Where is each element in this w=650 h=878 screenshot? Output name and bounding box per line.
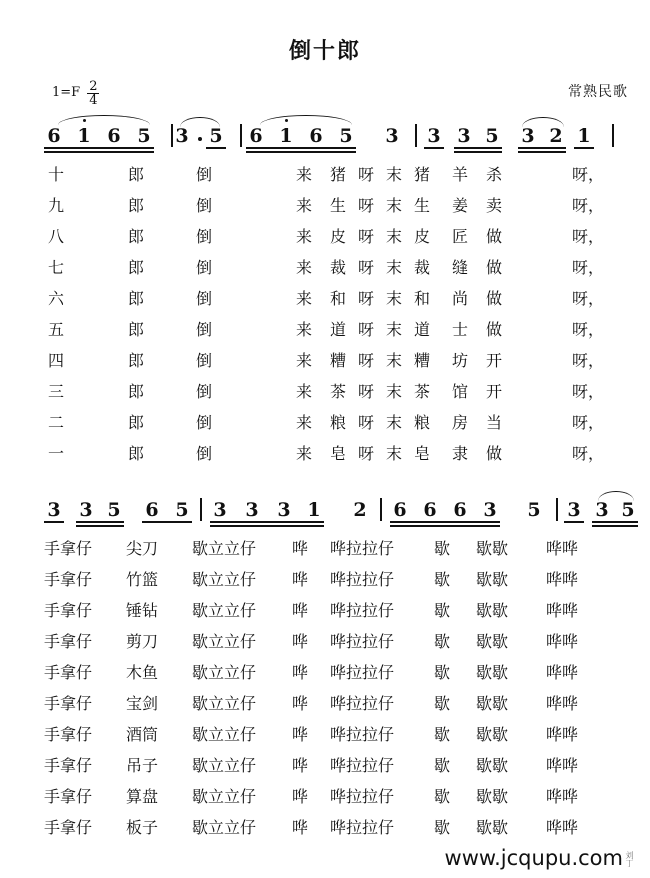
lyric-syllable: 倒	[196, 382, 213, 401]
lyric-syllable: 裁	[330, 258, 347, 277]
lyric-syllable: 歇歇	[476, 663, 509, 682]
meter-denominator: 4	[89, 93, 98, 109]
lyric-syllable: 歇歇	[476, 632, 509, 651]
lyric-syllable: 哗拉拉仔	[330, 663, 395, 682]
lyric-syllable: 手拿仔	[44, 601, 93, 620]
note-2: 2	[353, 499, 367, 521]
lyric-syllable: 末	[386, 258, 403, 277]
lyric-syllable: 郎	[128, 351, 145, 370]
note-1: 1	[277, 125, 295, 147]
lyric-syllable: 哗哗	[546, 663, 579, 682]
lyric-syllable: 七	[48, 258, 65, 277]
beam-line	[390, 521, 500, 523]
lyric-syllable: 末	[386, 227, 403, 246]
lyric-syllable: 杀	[486, 165, 503, 184]
beam-line	[210, 525, 324, 527]
note-1: 1	[307, 499, 321, 521]
lyric-syllable: 茶	[330, 382, 347, 401]
beam-line	[592, 525, 638, 527]
lyric-row	[0, 597, 650, 628]
beam-line	[454, 151, 502, 153]
lyric-syllable: 来	[296, 165, 313, 184]
lyric-syllable: 粮	[414, 413, 431, 432]
lyric-syllable: 尚	[452, 289, 469, 308]
lyric-syllable: 哗	[292, 725, 309, 744]
lyric-syllable: 歇立立仔	[192, 601, 257, 620]
lyric-syllable: 歇	[434, 539, 451, 558]
lyric-syllable: 歇立立仔	[192, 725, 257, 744]
note-3: 3	[213, 499, 227, 521]
lyric-syllable: 哗哗	[546, 756, 579, 775]
beam-line	[574, 147, 594, 149]
lyric-syllable: 倒	[196, 227, 213, 246]
lyric-syllable: 开	[486, 351, 503, 370]
lyric-syllable: 歇立立仔	[192, 787, 257, 806]
note-6: 6	[423, 499, 437, 521]
note-1: 1	[577, 125, 591, 147]
lyric-syllable: 皂	[414, 444, 431, 463]
note-3: 3	[385, 125, 399, 147]
lyric-syllable: 九	[48, 196, 65, 215]
lyric-syllable: 手拿仔	[44, 756, 93, 775]
lyric-syllable: 呀，	[572, 227, 605, 246]
lyric-syllable: 末	[386, 351, 403, 370]
page-title: 倒十郎	[288, 39, 361, 64]
notation-line-2	[0, 499, 650, 533]
lyric-syllable: 歇立立仔	[192, 570, 257, 589]
lyric-syllable: 末	[386, 413, 403, 432]
lyric-syllable: 哗	[292, 601, 309, 620]
lyric-syllable: 来	[296, 382, 313, 401]
lyric-syllable: 羊	[452, 165, 469, 184]
lyric-syllable: 呀	[358, 351, 375, 370]
lyric-syllable: 手拿仔	[44, 570, 93, 589]
lyric-syllable: 来	[296, 320, 313, 339]
lyric-syllable: 歇	[434, 818, 451, 837]
note-3: 3	[245, 499, 259, 521]
lyric-syllable: 郎	[128, 258, 145, 277]
lyric-syllable: 二	[48, 413, 65, 432]
note-5: 5	[137, 125, 151, 147]
note-3: 3	[595, 499, 609, 521]
lyric-syllable: 郎	[128, 196, 145, 215]
lyric-syllable: 歇立立仔	[192, 818, 257, 837]
lyric-syllable: 哗	[292, 694, 309, 713]
note-6: 6	[393, 499, 407, 521]
lyric-syllable: 糟	[414, 351, 431, 370]
beam-line	[44, 151, 154, 153]
lyric-syllable: 缝	[452, 258, 469, 277]
beam-line	[246, 151, 356, 153]
lyric-syllable: 歇	[434, 632, 451, 651]
beam-line	[44, 521, 64, 523]
lyric-syllable: 呀	[358, 165, 375, 184]
key-and-meter	[52, 79, 99, 107]
site-url[interactable]: www.jcqupu.com	[444, 846, 623, 870]
lyric-syllable: 做	[486, 444, 503, 463]
augmentation-dot	[198, 137, 202, 141]
lyric-syllable: 做	[486, 227, 503, 246]
lyric-syllable: 倒	[196, 320, 213, 339]
lyric-syllable: 倒	[196, 196, 213, 215]
lyric-syllable: 来	[296, 196, 313, 215]
lyric-syllable: 哗拉拉仔	[330, 818, 395, 837]
lyric-syllable: 末	[386, 444, 403, 463]
lyric-row	[0, 347, 650, 378]
lyric-row	[0, 752, 650, 783]
lyric-syllable: 呀，	[572, 289, 605, 308]
lyric-syllable: 哗哗	[546, 601, 579, 620]
note-6: 6	[47, 125, 61, 147]
slur-arc	[180, 117, 220, 127]
lyric-syllable: 哗哗	[546, 725, 579, 744]
lyric-row	[0, 285, 650, 316]
watermark-text: 刘丁	[625, 851, 634, 867]
lyric-syllable: 粮	[330, 413, 347, 432]
lyric-syllable: 末	[386, 165, 403, 184]
barline	[380, 498, 382, 521]
lyric-syllable: 茶	[414, 382, 431, 401]
note-3: 3	[47, 499, 61, 521]
notation-line-1	[0, 125, 650, 159]
lyric-syllable: 来	[296, 351, 313, 370]
lyric-syllable: 酒筒	[126, 725, 159, 744]
note-3: 3	[483, 499, 497, 521]
barline	[612, 124, 614, 147]
lyric-syllable: 开	[486, 382, 503, 401]
lyric-syllable: 歇	[434, 663, 451, 682]
lyric-syllable: 哗	[292, 570, 309, 589]
lyric-row	[0, 316, 650, 347]
lyric-row	[0, 440, 650, 471]
lyric-syllable: 呀，	[572, 196, 605, 215]
lyric-syllable: 哗拉拉仔	[330, 725, 395, 744]
lyric-row	[0, 628, 650, 659]
lyric-syllable: 歇歇	[476, 694, 509, 713]
lyric-row	[0, 814, 650, 845]
lyric-syllable: 哗	[292, 539, 309, 558]
lyric-syllable: 板子	[126, 818, 159, 837]
lyric-syllable: 皂	[330, 444, 347, 463]
lyric-syllable: 哗哗	[546, 539, 579, 558]
attribution: 常熟民歌	[568, 84, 628, 100]
lyric-syllable: 锤钻	[126, 601, 159, 620]
lyric-syllable: 手拿仔	[44, 539, 93, 558]
lyric-syllable: 三	[48, 382, 65, 401]
lyric-syllable: 歇立立仔	[192, 539, 257, 558]
lyric-syllable: 手拿仔	[44, 663, 93, 682]
lyric-syllable: 歇	[434, 570, 451, 589]
meter-numerator: 2	[89, 79, 98, 94]
lyric-syllable: 木鱼	[126, 663, 159, 682]
beam-line	[424, 147, 444, 149]
lyric-syllable: 做	[486, 258, 503, 277]
lyric-syllable: 手拿仔	[44, 725, 93, 744]
barline	[556, 498, 558, 521]
lyric-row	[0, 223, 650, 254]
lyric-syllable: 哗	[292, 632, 309, 651]
lyric-syllable: 呀	[358, 413, 375, 432]
barline	[171, 124, 173, 147]
lyric-syllable: 来	[296, 444, 313, 463]
lyric-syllable: 末	[386, 289, 403, 308]
barline	[415, 124, 417, 147]
lyric-syllable: 哗拉拉仔	[330, 601, 395, 620]
lyric-syllable: 歇立立仔	[192, 632, 257, 651]
lyric-syllable: 郎	[128, 444, 145, 463]
note-3: 3	[521, 125, 535, 147]
note-5: 5	[209, 125, 223, 147]
lyric-syllable: 呀，	[572, 165, 605, 184]
lyric-syllable: 歇歇	[476, 756, 509, 775]
lyric-syllable: 馆	[452, 382, 469, 401]
lyric-syllable: 哗	[292, 756, 309, 775]
lyric-syllable: 竹篮	[126, 570, 159, 589]
lyric-syllable: 末	[386, 382, 403, 401]
lyric-syllable: 吊子	[126, 756, 159, 775]
lyric-syllable: 呀，	[572, 320, 605, 339]
beam-line	[564, 521, 584, 523]
lyric-syllable: 隶	[452, 444, 469, 463]
lyric-syllable: 皮	[330, 227, 347, 246]
slur-arc	[522, 117, 564, 127]
lyric-row	[0, 409, 650, 440]
lyric-syllable: 当	[486, 413, 503, 432]
lyric-syllable: 郎	[128, 227, 145, 246]
lyric-row	[0, 566, 650, 597]
barline	[200, 498, 202, 521]
lyric-row	[0, 783, 650, 814]
lyric-syllable: 哗哗	[546, 694, 579, 713]
lyric-syllable: 歇立立仔	[192, 663, 257, 682]
note-6: 6	[145, 499, 159, 521]
lyric-syllable: 歇立立仔	[192, 756, 257, 775]
lyric-syllable: 呀	[358, 227, 375, 246]
lyric-syllable: 歇	[434, 694, 451, 713]
beam-line	[454, 147, 502, 149]
lyric-syllable: 五	[48, 320, 65, 339]
note-1: 1	[75, 125, 93, 147]
lyric-syllable: 郎	[128, 320, 145, 339]
beam-line	[246, 147, 356, 149]
lyric-syllable: 呀	[358, 320, 375, 339]
beam-line	[592, 521, 638, 523]
lyric-syllable: 做	[486, 320, 503, 339]
beam-line	[206, 147, 226, 149]
lyric-row	[0, 161, 650, 192]
note-3: 3	[277, 499, 291, 521]
lyric-syllable: 六	[48, 289, 65, 308]
lyric-syllable: 郎	[128, 413, 145, 432]
lyric-syllable: 手拿仔	[44, 787, 93, 806]
lyric-syllable: 末	[386, 196, 403, 215]
lyric-syllable: 呀，	[572, 258, 605, 277]
lyric-syllable: 歇歇	[476, 601, 509, 620]
lyric-syllable: 呀，	[572, 351, 605, 370]
slur-arc	[58, 115, 150, 125]
lyric-syllable: 歇歇	[476, 539, 509, 558]
lyric-row	[0, 378, 650, 409]
lyric-syllable: 哗拉拉仔	[330, 756, 395, 775]
lyric-syllable: 呀	[358, 196, 375, 215]
lyric-syllable: 哗拉拉仔	[330, 632, 395, 651]
time-signature	[87, 80, 99, 108]
lyric-syllable: 歇歇	[476, 787, 509, 806]
lyric-syllable: 来	[296, 289, 313, 308]
system-2	[0, 499, 650, 845]
lyric-syllable: 呀	[358, 289, 375, 308]
slur-arc	[598, 491, 634, 501]
score-header	[0, 73, 650, 107]
lyrics-block-2	[0, 535, 650, 845]
lyric-syllable: 歇歇	[476, 570, 509, 589]
lyric-syllable: 末	[386, 320, 403, 339]
lyric-syllable: 呀，	[572, 413, 605, 432]
slur-arc	[260, 115, 352, 125]
lyric-syllable: 歇歇	[476, 818, 509, 837]
beam-line	[390, 525, 500, 527]
note-6: 6	[309, 125, 323, 147]
lyric-syllable: 哗	[292, 818, 309, 837]
note-2: 2	[549, 125, 563, 147]
lyric-syllable: 哗拉拉仔	[330, 570, 395, 589]
note-5: 5	[339, 125, 353, 147]
lyric-syllable: 算盘	[126, 787, 159, 806]
lyric-syllable: 来	[296, 227, 313, 246]
lyric-row	[0, 254, 650, 285]
lyric-syllable: 一	[48, 444, 65, 463]
lyric-syllable: 和	[330, 289, 347, 308]
note-6: 6	[107, 125, 121, 147]
lyric-syllable: 裁	[414, 258, 431, 277]
lyric-syllable: 呀	[358, 444, 375, 463]
lyric-syllable: 卖	[486, 196, 503, 215]
barline	[240, 124, 242, 147]
lyric-row	[0, 192, 650, 223]
lyric-syllable: 哗哗	[546, 787, 579, 806]
lyric-syllable: 猪	[330, 165, 347, 184]
lyric-syllable: 歇	[434, 725, 451, 744]
lyric-syllable: 姜	[452, 196, 469, 215]
lyric-syllable: 道	[414, 320, 431, 339]
note-3: 3	[175, 125, 189, 147]
lyric-syllable: 生	[414, 196, 431, 215]
lyric-syllable: 呀	[358, 382, 375, 401]
lyric-syllable: 来	[296, 258, 313, 277]
beam-line	[518, 147, 566, 149]
lyric-syllable: 手拿仔	[44, 818, 93, 837]
note-6: 6	[249, 125, 263, 147]
note-3: 3	[79, 499, 93, 521]
lyric-syllable: 倒	[196, 258, 213, 277]
lyric-syllable: 倒	[196, 444, 213, 463]
lyric-syllable: 歇	[434, 756, 451, 775]
system-1	[0, 125, 650, 471]
lyric-syllable: 生	[330, 196, 347, 215]
lyric-syllable: 坊	[452, 351, 469, 370]
lyrics-block-1	[0, 161, 650, 471]
lyric-row	[0, 721, 650, 752]
beam-line	[210, 521, 324, 523]
beam-line	[44, 147, 154, 149]
lyric-syllable: 和	[414, 289, 431, 308]
note-5: 5	[175, 499, 189, 521]
lyric-syllable: 道	[330, 320, 347, 339]
lyric-syllable: 手拿仔	[44, 632, 93, 651]
lyric-syllable: 来	[296, 413, 313, 432]
lyric-syllable: 倒	[196, 165, 213, 184]
lyric-syllable: 郎	[128, 382, 145, 401]
lyric-syllable: 哗拉拉仔	[330, 694, 395, 713]
lyric-syllable: 郎	[128, 165, 145, 184]
key-signature: 1=F	[52, 85, 81, 101]
lyric-syllable: 四	[48, 351, 65, 370]
lyric-syllable: 倒	[196, 351, 213, 370]
note-6: 6	[453, 499, 467, 521]
lyric-syllable: 八	[48, 227, 65, 246]
lyric-syllable: 哗哗	[546, 632, 579, 651]
lyric-syllable: 十	[48, 165, 65, 184]
lyric-syllable: 皮	[414, 227, 431, 246]
lyric-syllable: 士	[452, 320, 469, 339]
lyric-syllable: 宝剑	[126, 694, 159, 713]
lyric-syllable: 哗拉拉仔	[330, 787, 395, 806]
lyric-row	[0, 535, 650, 566]
lyric-syllable: 呀，	[572, 444, 605, 463]
beam-line	[76, 525, 124, 527]
note-5: 5	[485, 125, 499, 147]
lyric-syllable: 猪	[414, 165, 431, 184]
lyric-syllable: 哗	[292, 787, 309, 806]
beam-line	[142, 521, 192, 523]
beam-line	[76, 521, 124, 523]
lyric-syllable: 做	[486, 289, 503, 308]
lyric-syllable: 房	[452, 413, 469, 432]
lyric-syllable: 倒	[196, 289, 213, 308]
lyric-syllable: 郎	[128, 289, 145, 308]
note-5: 5	[527, 499, 541, 521]
note-3: 3	[567, 499, 581, 521]
note-5: 5	[107, 499, 121, 521]
lyric-syllable: 歇	[434, 601, 451, 620]
footer	[445, 846, 634, 870]
lyric-row	[0, 690, 650, 721]
lyric-syllable: 哗哗	[546, 818, 579, 837]
lyric-syllable: 手拿仔	[44, 694, 93, 713]
lyric-syllable: 哗哗	[546, 570, 579, 589]
note-5: 5	[621, 499, 635, 521]
lyric-syllable: 哗拉拉仔	[330, 539, 395, 558]
lyric-syllable: 呀	[358, 258, 375, 277]
lyric-syllable: 歇歇	[476, 725, 509, 744]
lyric-syllable: 呀，	[572, 382, 605, 401]
lyric-syllable: 匠	[452, 227, 469, 246]
lyric-row	[0, 659, 650, 690]
lyric-syllable: 歇立立仔	[192, 694, 257, 713]
lyric-syllable: 歇	[434, 787, 451, 806]
lyric-syllable: 尖刀	[126, 539, 159, 558]
lyric-syllable: 剪刀	[126, 632, 159, 651]
note-3: 3	[457, 125, 471, 147]
beam-line	[518, 151, 566, 153]
note-3: 3	[427, 125, 441, 147]
lyric-syllable: 倒	[196, 413, 213, 432]
lyric-syllable: 糟	[330, 351, 347, 370]
lyric-syllable: 哗	[292, 663, 309, 682]
